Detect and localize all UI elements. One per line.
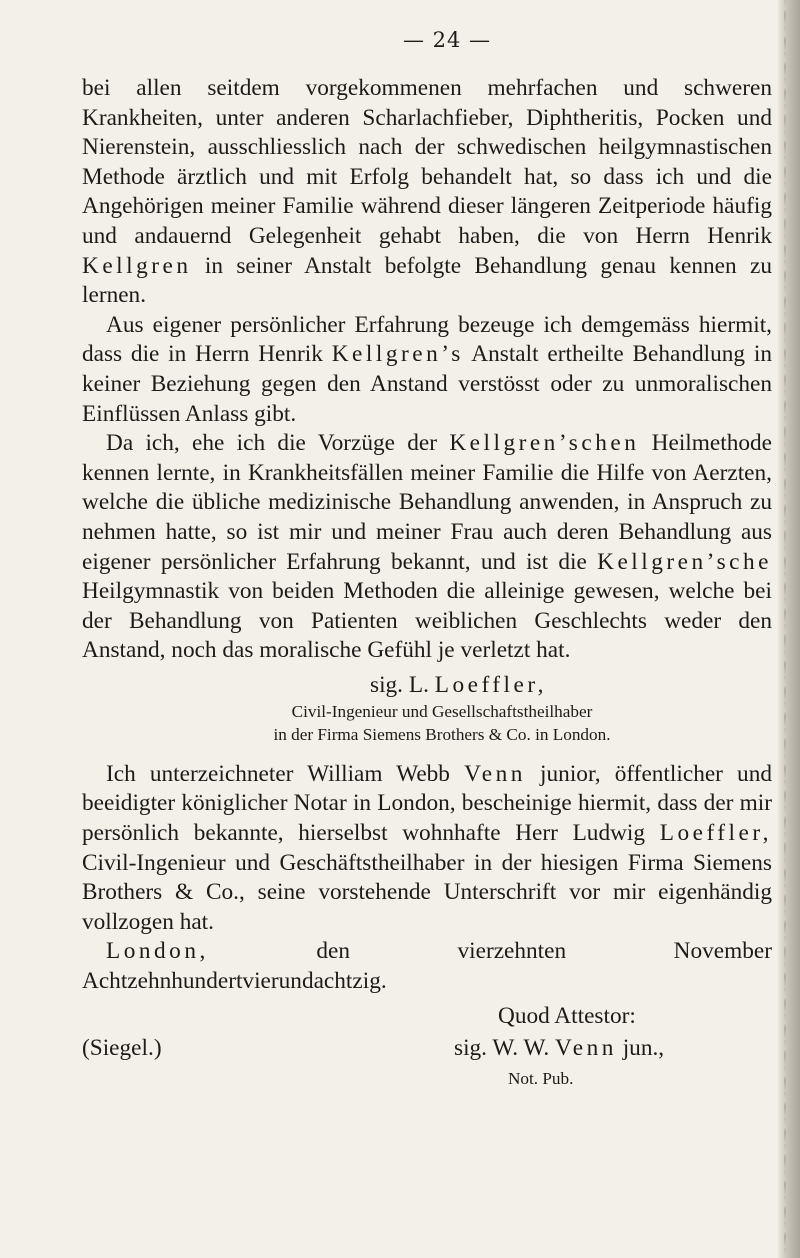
para3-end: Heilgymnastik von beiden Methoden die alleinige gewesen, welche bei der Behandlung von Patienten weiblichen Geschlechts weder den Anstand, noch das moralische Gefühl je verletzt hat.: [82, 578, 772, 664]
para2-start: Aus eigener persönlicher Erfahrung bezeuge ich demgemäss hiermit, dass die in Herrn Henrik: [82, 311, 772, 368]
name-kellgrensche-2: Kellgren’sche: [597, 548, 772, 575]
notary-london: London,: [106, 938, 209, 965]
para3-start: Da ich, ehe ich die Vorzüge der: [106, 430, 450, 457]
signature-name: Loeffler,: [434, 671, 547, 698]
signature-title-2: in der Firma Siemens Brothers & Co. in London.: [273, 724, 611, 744]
seal-label: (Siegel.): [82, 1034, 162, 1061]
page-number: — 24 —: [402, 28, 492, 52]
paragraph-2: [82, 311, 772, 429]
quod-attestor: Quod Attestor:: [498, 1002, 636, 1029]
notary-sig-name: Venn: [555, 1034, 617, 1061]
signature-prefix: sig. L.: [370, 671, 435, 698]
notary-loeffler: Loeffler,: [659, 820, 772, 847]
attestation-block: [82, 999, 772, 1095]
notary-paragraph: [82, 760, 772, 938]
name-kellgrens: Kellgren’s: [331, 341, 464, 368]
notary-date: den vierzehnten November Achtzehnhundertvierundachtzig.: [82, 938, 772, 995]
notary-sig-prefix: sig. W. W.: [454, 1034, 555, 1061]
paragraph-3: [82, 429, 772, 666]
paragraph-1: [82, 74, 772, 311]
notary-mid: junior, öffentlicher und beeidigter königlicher Notar in London, bescheinige hiermit, dass der mir persönlich bekannte, hierselbst wohnhafte Herr Ludwig: [82, 760, 772, 847]
page-edge-shadow: [778, 0, 800, 1258]
signature-loeffler: [370, 670, 772, 700]
notary-signature: [454, 1035, 664, 1062]
name-kellgren: Kellgren: [82, 252, 192, 279]
notary-public-label: Not. Pub.: [508, 1068, 574, 1088]
name-kellgrensche: Kellgren’schen: [449, 430, 640, 457]
notary-date-paragraph: [82, 937, 772, 996]
notary-end: Civil-Ingenieur und Geschäftstheilhaber in der hiesigen Firma Siemens Brothers & Co., seine vorstehende Unterschrift vor mir eigenhändig vollzogen hat.: [82, 849, 772, 935]
para2-end: Anstalt ertheilte Behandlung in keiner Beziehung gegen den Anstand verstösst oder zu unmoralischen Einflüssen Anlass gibt.: [82, 341, 772, 427]
notary-sig-suffix: jun.,: [616, 1034, 665, 1061]
para3-mid: Heilmethode kennen lernte, in Krankheitsfällen meiner Familie die Hilfe von Aerzten, welche die übliche medizinische Behandlung anwenden, in Anspruch zu nehmen hatte, so ist mir und meiner Frau auch deren Behandlung aus eigener persönlicher Erfahrung bekannt, und ist die: [82, 430, 772, 575]
para1-end: in seiner Anstalt befolgte Behandlung genau kennen zu lernen.: [82, 252, 772, 309]
notary-venn: Venn: [464, 760, 526, 787]
notary-start: Ich unterzeichneter William Webb: [106, 760, 465, 787]
document-page: [82, 28, 772, 1095]
signature-title-1: Civil-Ingenieur und Gesellschaftstheilhaber: [291, 701, 593, 721]
para1-text: bei allen seitdem vorgekommenen mehrfachen und schweren Krankheiten, unter anderen Scharlachfieber, Diphtheritis, Pocken und Nierenstein, ausschliesslich nach der schwedischen heilgymnastischen Methode ärztlich und mit Erfolg behandelt hat, so dass ich und die Angehörigen meiner Familie während dieser längeren Zeitperiode häufig und andauernd Gelegenheit gehabt haben, die von Herrn Henrik: [82, 75, 772, 249]
